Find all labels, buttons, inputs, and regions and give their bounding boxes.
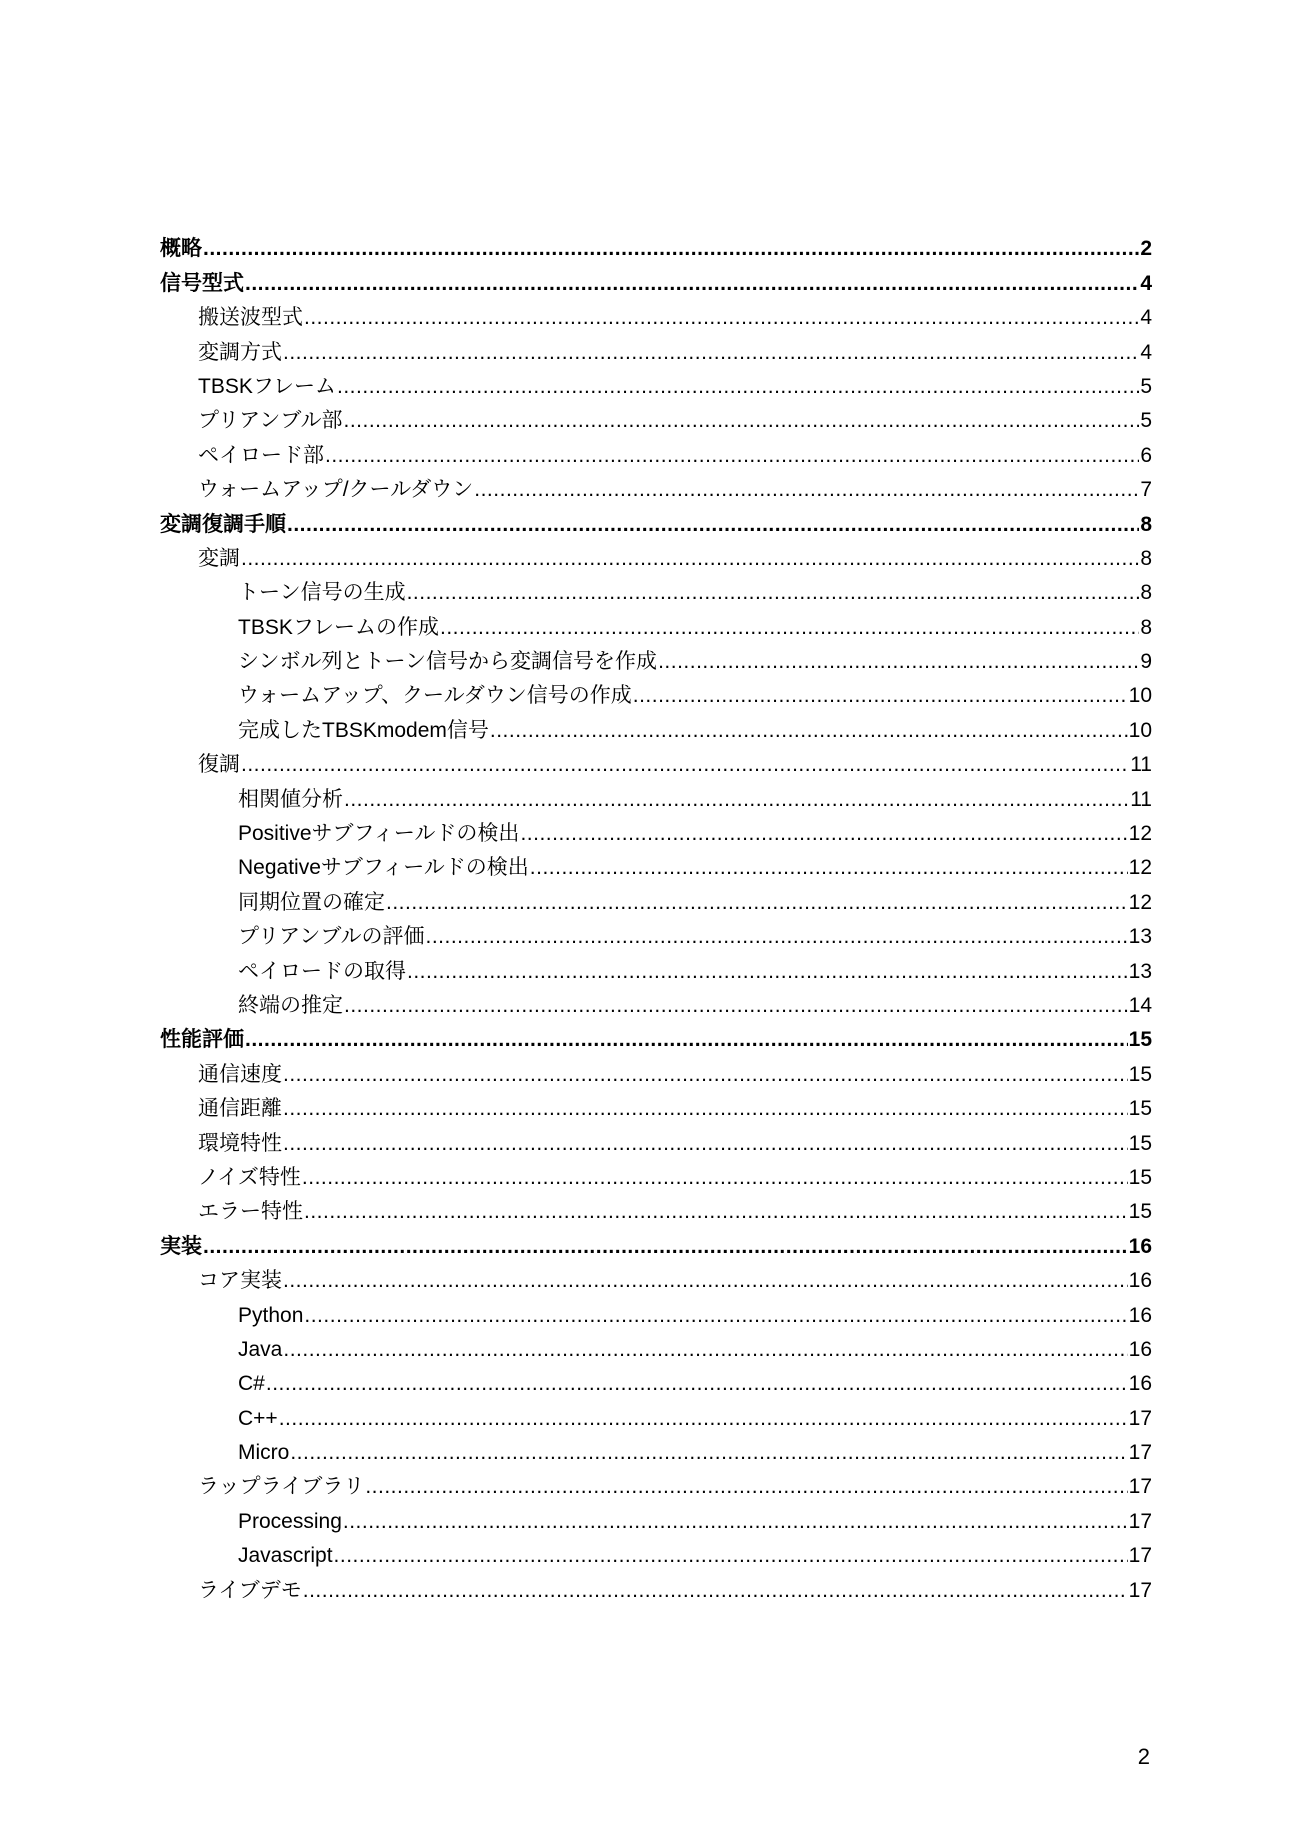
toc-entry[interactable]	[160, 262, 1152, 296]
toc-dot-leader	[365, 1474, 1127, 1500]
toc-dot-leader	[474, 477, 1139, 503]
toc-entry-title: トーン信号の生成	[238, 581, 406, 605]
toc-entry[interactable]	[160, 1191, 1152, 1225]
toc-dot-leader	[241, 752, 1129, 778]
toc-entry-title: 完成したTBSKmodem信号	[238, 718, 489, 742]
toc-entry-title: 搬送波型式	[198, 306, 303, 330]
toc-entry[interactable]	[160, 538, 1152, 572]
toc-entry-page: 2	[1140, 237, 1152, 261]
toc-entry-title: エラー特性	[198, 1200, 303, 1224]
toc-entry-page: 13	[1128, 959, 1152, 983]
toc-entry[interactable]	[160, 1019, 1152, 1053]
toc-entry-page: 12	[1128, 856, 1152, 880]
toc-entry-page: 16	[1128, 1269, 1152, 1293]
toc-entry-title: 終端の推定	[238, 993, 343, 1017]
toc-entry-page: 5	[1140, 409, 1152, 433]
toc-entry[interactable]	[160, 1363, 1152, 1397]
toc-dot-leader	[334, 1543, 1128, 1569]
toc-dot-leader	[440, 615, 1139, 641]
toc-entry-page: 17	[1128, 1578, 1152, 1602]
toc-entry-title: プリアンブルの評価	[238, 925, 425, 949]
toc-entry-title: 変調	[198, 546, 240, 570]
toc-entry-title: Micro	[238, 1441, 290, 1465]
toc-dot-leader	[337, 374, 1139, 400]
toc-entry-title: 通信距離	[198, 1097, 282, 1121]
toc-entry-title: Processing	[238, 1509, 342, 1533]
toc-entry-title: Negativeサブフィールドの検出	[238, 856, 529, 880]
toc-entry-page: 15	[1128, 1028, 1152, 1052]
toc-entry-page: 10	[1128, 718, 1152, 742]
toc-entry-page: 14	[1128, 993, 1152, 1017]
toc-entry[interactable]	[160, 1466, 1152, 1500]
toc-entry-title: ノイズ特性	[198, 1165, 301, 1189]
toc-dot-leader	[241, 546, 1139, 572]
toc-entry-page: 8	[1140, 512, 1152, 536]
toc-entry[interactable]	[160, 778, 1152, 812]
toc-entry[interactable]	[160, 572, 1152, 606]
toc-entry-page: 13	[1128, 925, 1152, 949]
toc-entry[interactable]	[160, 1294, 1152, 1328]
toc-dot-leader	[344, 993, 1128, 1019]
toc-dot-leader	[283, 340, 1139, 366]
toc-entry[interactable]	[160, 606, 1152, 640]
toc-entry[interactable]	[160, 228, 1152, 262]
toc-entry-title: 概略	[160, 237, 202, 261]
toc-dot-leader	[304, 305, 1139, 331]
toc-dot-leader	[304, 1303, 1127, 1329]
toc-entry-title: 変調復調手順	[160, 512, 286, 536]
toc-dot-leader	[287, 512, 1139, 538]
toc-entry-title: ウォームアップ/クールダウン	[198, 478, 474, 502]
toc-entry-title: ペイロード部	[198, 443, 324, 467]
toc-entry-page: 8	[1140, 581, 1152, 605]
toc-entry-title: ペイロードの取得	[238, 959, 406, 983]
toc-entry-page: 17	[1128, 1509, 1152, 1533]
toc-entry-page: 15	[1128, 1131, 1152, 1155]
toc-entry-page: 16	[1128, 1372, 1152, 1396]
toc-entry[interactable]	[160, 503, 1152, 537]
toc-entry-page: 11	[1130, 787, 1152, 811]
toc-dot-leader	[520, 821, 1127, 847]
toc-dot-leader	[343, 408, 1139, 434]
toc-entry-page: 16	[1128, 1337, 1152, 1361]
toc-entry-title: Python	[238, 1303, 304, 1327]
toc-entry-title: Java	[238, 1337, 283, 1361]
toc-entry-page: 16	[1128, 1234, 1152, 1258]
toc-dot-leader	[658, 649, 1139, 675]
toc-entry-page: 11	[1130, 753, 1152, 777]
toc-entry[interactable]	[160, 813, 1152, 847]
toc-entry[interactable]	[160, 950, 1152, 984]
toc-entry-page: 8	[1140, 546, 1152, 570]
toc-entry-title: プリアンブル部	[198, 409, 343, 433]
toc-entry-title: 実装	[160, 1234, 202, 1258]
toc-entry-title: 環境特性	[198, 1131, 282, 1155]
toc-entry-title: ラップライブラリ	[198, 1475, 365, 1499]
toc-entry-page: 15	[1128, 1097, 1152, 1121]
toc-entry-title: 復調	[198, 753, 240, 777]
toc-entry-title: TBSKフレーム	[198, 374, 337, 398]
toc-entry-page: 17	[1128, 1475, 1152, 1499]
toc-entry-title: 信号型式	[160, 271, 244, 295]
toc-entry-title: 性能評価	[160, 1028, 244, 1052]
toc-dot-leader	[530, 855, 1128, 881]
toc-entry[interactable]	[160, 1432, 1152, 1466]
toc-dot-leader	[283, 1131, 1128, 1157]
toc-entry[interactable]	[160, 1260, 1152, 1294]
toc-entry[interactable]	[160, 434, 1152, 468]
toc-entry-page: 16	[1128, 1303, 1152, 1327]
toc-entry-page: 12	[1128, 890, 1152, 914]
toc-dot-leader	[245, 271, 1139, 297]
toc-entry-page: 17	[1128, 1441, 1152, 1465]
toc-entry-page: 17	[1128, 1544, 1152, 1568]
toc-dot-leader	[407, 580, 1140, 606]
toc-dot-leader	[279, 1406, 1128, 1432]
toc-entry[interactable]	[160, 881, 1152, 915]
toc-entry[interactable]	[160, 847, 1152, 881]
toc-entry-title: 相関値分析	[238, 787, 343, 811]
toc-entry-page: 7	[1140, 478, 1152, 502]
toc-entry-title: シンボル列とトーン信号から変調信号を作成	[238, 650, 658, 674]
table-of-contents	[160, 228, 1152, 1604]
toc-entry[interactable]	[160, 400, 1152, 434]
toc-entry-page: 12	[1128, 822, 1152, 846]
toc-entry-title: コア実装	[198, 1269, 282, 1293]
toc-entry[interactable]	[160, 1088, 1152, 1122]
toc-entry[interactable]	[160, 641, 1152, 675]
toc-dot-leader	[490, 718, 1128, 744]
page-number: 2	[1137, 1744, 1150, 1769]
toc-dot-leader	[283, 1268, 1128, 1294]
toc-entry-title: TBSKフレームの作成	[238, 615, 440, 639]
toc-dot-leader	[290, 1440, 1127, 1466]
toc-dot-leader	[302, 1165, 1128, 1191]
toc-entry[interactable]	[160, 469, 1152, 503]
toc-dot-leader	[283, 1062, 1128, 1088]
toc-entry[interactable]	[160, 1397, 1152, 1431]
toc-entry-title: C#	[238, 1372, 265, 1396]
toc-entry[interactable]	[160, 916, 1152, 950]
toc-entry-page: 15	[1128, 1062, 1152, 1086]
toc-entry-page: 15	[1128, 1165, 1152, 1189]
toc-entry[interactable]	[160, 985, 1152, 1019]
toc-dot-leader	[325, 443, 1139, 469]
toc-entry-page: 15	[1128, 1200, 1152, 1224]
toc-entry[interactable]	[160, 1157, 1152, 1191]
toc-entry-page: 10	[1128, 684, 1152, 708]
toc-dot-leader	[304, 1199, 1128, 1225]
toc-entry-title: 通信速度	[198, 1062, 282, 1086]
toc-entry-title: ウォームアップ、クールダウン信号の作成	[238, 684, 632, 708]
toc-entry[interactable]	[160, 297, 1152, 331]
toc-entry-page: 4	[1140, 271, 1152, 295]
toc-entry[interactable]	[160, 1122, 1152, 1156]
toc-entry[interactable]	[160, 1329, 1152, 1363]
toc-entry-title: Javascript	[238, 1544, 333, 1568]
toc-entry-title: ライブデモ	[198, 1578, 302, 1602]
toc-entry[interactable]	[160, 1225, 1152, 1259]
toc-entry-page: 9	[1140, 650, 1152, 674]
toc-dot-leader	[407, 959, 1128, 985]
toc-dot-leader	[386, 890, 1128, 916]
toc-entry-page: 17	[1128, 1406, 1152, 1430]
toc-dot-leader	[203, 1234, 1128, 1260]
toc-entry[interactable]	[160, 366, 1152, 400]
toc-entry[interactable]	[160, 709, 1152, 743]
toc-dot-leader	[203, 236, 1139, 262]
toc-entry-title: C++	[238, 1406, 278, 1430]
toc-entry[interactable]	[160, 744, 1152, 778]
toc-entry-title: Positiveサブフィールドの検出	[238, 822, 520, 846]
toc-dot-leader	[245, 1027, 1128, 1053]
toc-dot-leader	[425, 924, 1127, 950]
toc-entry-title: 同期位置の確定	[238, 890, 385, 914]
toc-entry-page: 4	[1140, 306, 1152, 330]
toc-dot-leader	[303, 1578, 1128, 1604]
toc-entry-title: 変調方式	[198, 340, 282, 364]
toc-entry-page: 4	[1140, 340, 1152, 364]
toc-dot-leader	[633, 683, 1128, 709]
toc-dot-leader	[343, 1509, 1128, 1535]
toc-dot-leader	[283, 1337, 1127, 1363]
toc-dot-leader	[283, 1096, 1128, 1122]
toc-entry[interactable]	[160, 1500, 1152, 1534]
toc-entry[interactable]	[160, 1569, 1152, 1603]
toc-entry-page: 6	[1140, 443, 1152, 467]
toc-dot-leader	[266, 1371, 1128, 1397]
toc-entry[interactable]	[160, 1053, 1152, 1087]
toc-entry[interactable]	[160, 675, 1152, 709]
toc-entry[interactable]	[160, 1535, 1152, 1569]
toc-entry-page: 8	[1140, 615, 1152, 639]
toc-entry-page: 5	[1140, 374, 1152, 398]
toc-entry[interactable]	[160, 331, 1152, 365]
toc-dot-leader	[344, 787, 1129, 813]
